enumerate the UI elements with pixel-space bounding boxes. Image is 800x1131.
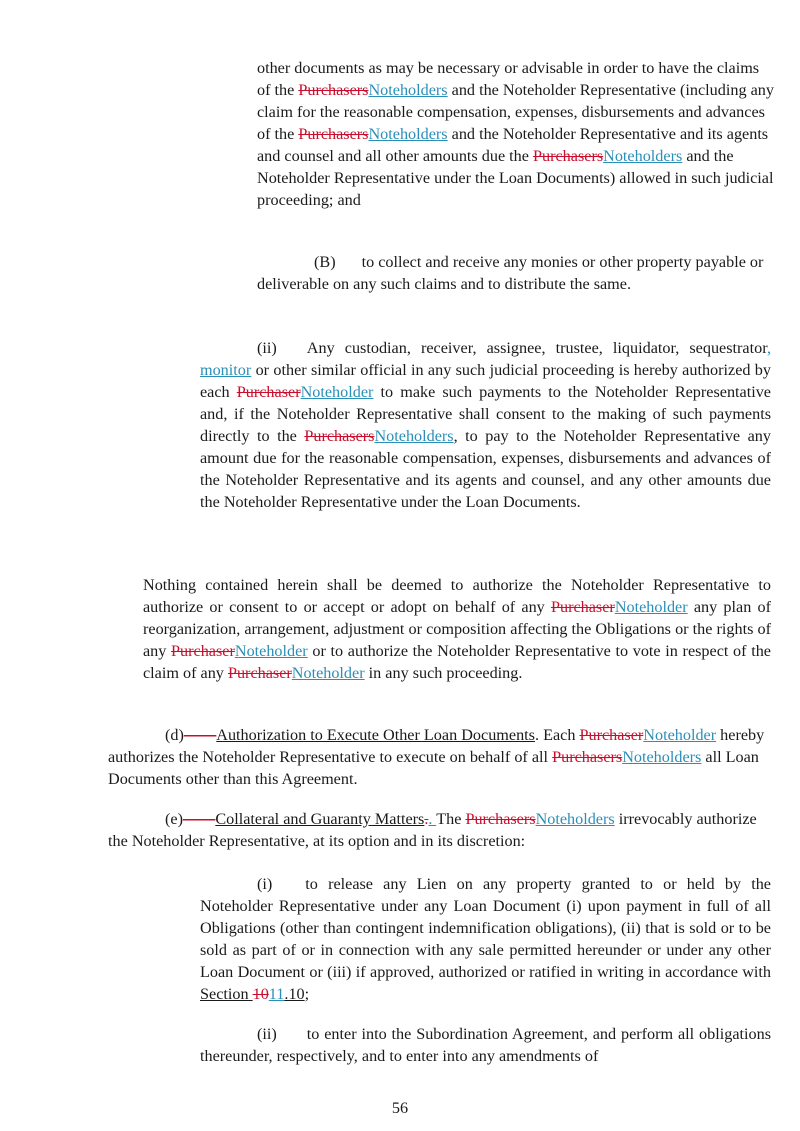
paragraph-d: (d)——Authorization to Execute Other Loan Documents. Each PurchaserNoteholder hereby authorizes the Noteholder Representative to execute on behalf of all PurchasersNoteholders all Loan Documents other than this Agreement. bbox=[108, 726, 765, 788]
inserted-text: Noteholders bbox=[368, 125, 448, 143]
section-reference: Section bbox=[200, 985, 253, 1003]
clause-number: (B) bbox=[314, 253, 336, 271]
section-heading: Authorization to Execute Other Loan Documents bbox=[216, 726, 535, 744]
clause-number: (i) bbox=[257, 875, 273, 893]
clause-number: (ii) bbox=[257, 1025, 277, 1043]
deleted-text: Purchaser bbox=[227, 664, 292, 682]
deleted-text: —— bbox=[183, 726, 217, 744]
deleted-text: Purchaser bbox=[579, 726, 644, 744]
section-reference: .10 bbox=[284, 985, 305, 1003]
inserted-text: Noteholders bbox=[622, 748, 702, 766]
deleted-text: Purchaser bbox=[236, 383, 301, 401]
deleted-text: Purchasers bbox=[298, 81, 369, 99]
deleted-text: . bbox=[424, 810, 429, 828]
deleted-text: Purchasers bbox=[465, 810, 536, 828]
deleted-text: Purchasers bbox=[533, 147, 604, 165]
deleted-text: Purchasers bbox=[298, 125, 369, 143]
section-heading: Collateral and Guaranty Matters bbox=[215, 810, 425, 828]
clause-number: (e) bbox=[165, 810, 183, 828]
inserted-text: Noteholders bbox=[535, 810, 615, 828]
paragraph-e: (e)——Collateral and Guaranty Matters.. The PurchasersNoteholders irrevocably authorize the Noteholder Representative, at its option and in its discretion: bbox=[108, 810, 757, 850]
deleted-text: 10 bbox=[252, 985, 269, 1003]
deleted-text: Purchaser bbox=[171, 642, 235, 660]
deleted-text: Purchasers bbox=[552, 748, 623, 766]
deleted-text: —— bbox=[182, 810, 216, 828]
clause-number: (d) bbox=[165, 726, 184, 744]
inserted-text: Noteholder bbox=[234, 642, 308, 660]
inserted-text: Noteholder bbox=[643, 726, 717, 744]
inserted-text: , monitor bbox=[200, 339, 771, 379]
deleted-text: Purchaser bbox=[550, 598, 615, 616]
paragraph-claims-continuation: other documents as may be necessary or advisable in order to have the claims of the PurchasersNoteholders and the Noteholder Representative (including any claim for the reasonable compensation, expenses, disbursements and advances of the PurchasersNoteholders and the Noteholder Representative and its agents and counsel and all other amounts due the PurchasersNoteholders and the Noteholder Representative under the Loan Documents) allowed in such judicial proceeding; and bbox=[257, 59, 774, 209]
inserted-text: Noteholders bbox=[368, 81, 448, 99]
inserted-text: 11 bbox=[268, 985, 285, 1003]
clause-number: (ii) bbox=[257, 339, 277, 357]
paragraph-nothing-contained: Nothing contained herein shall be deemed to authorize the Noteholder Representative to authorize or consent to or accept or adopt on behalf of any PurchaserNoteholder any plan of reorganization, arrangement, adjustment or composition affecting the Obligations or the rights of any PurchaserNoteholder or to authorize the Noteholder Representative to vote in respect of the claim of any PurchaserNoteholder in any such proceeding. bbox=[143, 576, 771, 682]
paragraph-b: (B) to collect and receive any monies or other property payable or deliverable on any such claims and to distribute the same. bbox=[257, 253, 764, 293]
inserted-text: Noteholders bbox=[374, 427, 454, 445]
inserted-text: Noteholder bbox=[291, 664, 365, 682]
inserted-text: Noteholders bbox=[603, 147, 683, 165]
page-number: 56 bbox=[391, 1099, 409, 1117]
paragraph-ii-custodian: (ii) Any custodian, receiver, assignee, trustee, liquidator, sequestrator, monitor or other similar official in any such judicial proceeding is hereby authorized by each PurchaserNoteholder to make such payments to the Noteholder Representative and, if the Noteholder Representative shall consent to the making of such payments directly to the PurchasersNoteholders, to pay to the Noteholder Representative any amount due for the reasonable compensation, expenses, disbursements and advances of the Noteholder Representative and its agents and counsel, and any other amounts due the Noteholder Representative under the Loan Documents. bbox=[200, 339, 771, 511]
paragraph-ii-subordination: (ii) to enter into the Subordination Agreement, and perform all obligations thereunder, respectively, and to enter into any amendments of bbox=[200, 1025, 771, 1065]
inserted-text: Noteholder bbox=[300, 383, 374, 401]
inserted-text: Noteholder bbox=[614, 598, 688, 616]
inserted-text: . bbox=[428, 810, 437, 828]
paragraph-i-release: (i) to release any Lien on any property granted to or held by the Noteholder Representative under any Loan Document (i) upon payment in full of all Obligations (other than contingent indemnification obligations), (ii) that is sold or to be sold as part of or in connection with any sale permitted hereunder or under any other Loan Document or (iii) if approved, authorized or ratified in writing in accordance with Section 1011.10; bbox=[200, 875, 771, 1003]
deleted-text: Purchasers bbox=[304, 427, 375, 445]
